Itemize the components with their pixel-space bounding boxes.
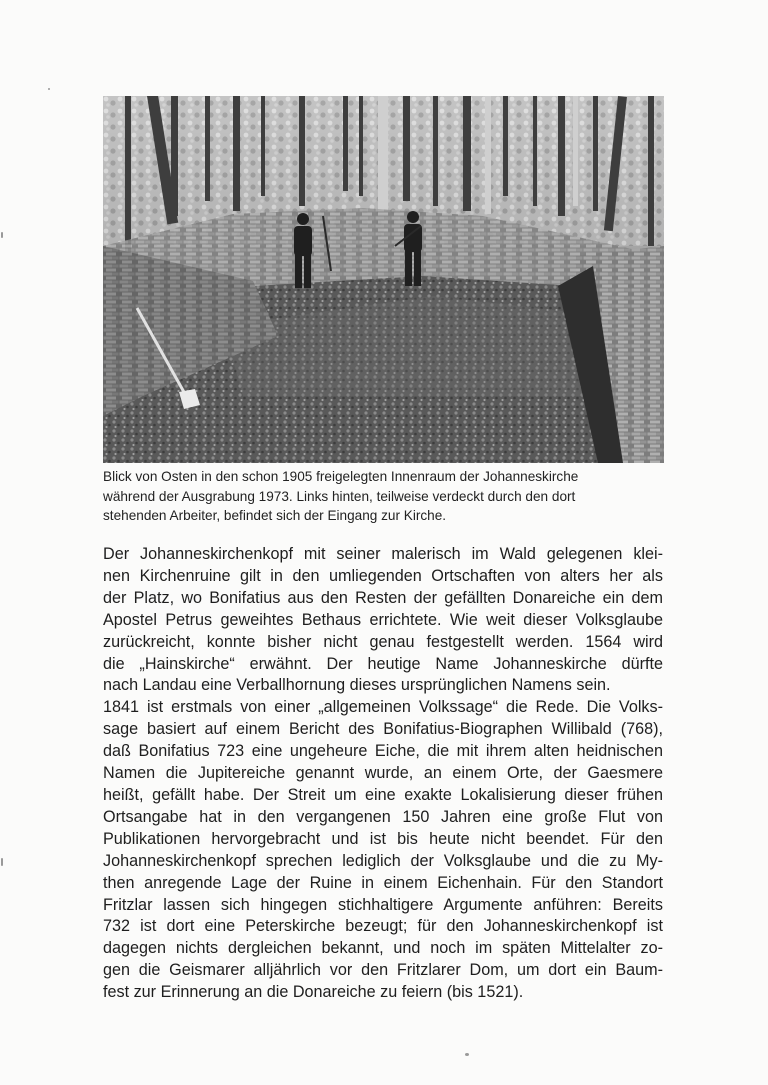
body-line: 1841 ist erstmals von einer „allgemeinen Volkssage“ die Rede. Die Volks- (103, 698, 663, 717)
body-text (103, 544, 663, 1004)
body-line: dagegen nichts dergleichen bekannt, und noch im späten Mittelalter zo- (103, 939, 663, 958)
paper-speck (1, 232, 3, 238)
body-line: Fritzlar lassen sich hingegen stichhaltigere Argumente anführen: Bereits (103, 895, 663, 914)
paper-speck (48, 88, 50, 90)
body-line: Publikationen hervorgebracht und ist bis heute nicht beendet. Für den (103, 829, 663, 848)
body-line: gen die Geismarer alljährlich vor den Fritzlarer Dom, um dort ein Baum- (103, 961, 663, 980)
body-line: Ortsangabe hat in den vergangenen 150 Jahren eine große Flut von (103, 807, 663, 826)
body-line: der Platz, wo Bonifatius aus den Resten der gefällten Donareiche ein dem (103, 588, 663, 607)
caption-line: Blick von Osten in den schon 1905 freigelegten Innenraum der Johanneskirche (103, 469, 579, 484)
paper-speck (1, 858, 3, 866)
excavation-photo (103, 96, 664, 463)
body-line: die „Hainskirche“ erwähnt. Der heutige Name Johanneskirche dürfte (103, 654, 663, 673)
excavation-photo-graphic (103, 96, 664, 463)
body-line: nach Landau eine Verballhornung dieses ursprünglichen Namens sein. (103, 676, 611, 695)
body-line: 732 ist dort eine Peterskirche bezeugt; für den Johanneskirchenkopf ist (103, 917, 663, 936)
body-line: Der Johanneskirchenkopf mit seiner malerisch im Wald gelegenen klei- (103, 545, 663, 563)
body-line: heißt, gefällt habe. Der Streit um eine exakte Lokalisierung dieser frühen (103, 785, 663, 804)
caption-line: während der Ausgrabung 1973. Links hinten, teilweise verdeckt durch den dort (103, 488, 576, 504)
body-line: Apostel Petrus geweihtes Bethaus errichtete. Wie weit dieser Volksglaube (103, 610, 663, 629)
body-line: daß Bonifatius 723 eine ungeheure Eiche, die mit ihrem alten heidnischen (103, 742, 663, 761)
body-line: fest zur Erinnerung an die Donareiche zu feiern (bis 1521). (103, 983, 524, 1002)
body-line: zurückreicht, konnte bisher nicht genau festgestellt werden. 1564 wird (103, 632, 663, 651)
paper-speck (465, 1053, 469, 1056)
body-line: sage basiert auf einem Bericht des Bonifatius-Biographen Willibald (768), (103, 720, 663, 739)
caption-line: stehenden Arbeiter, befindet sich der Eingang zur Kirche. (103, 508, 447, 523)
body-line: then anregende Lage der Ruine in einem Eichenhain. Für den Standort (103, 873, 663, 892)
figure-caption (103, 467, 675, 526)
body-line: Johanneskirchenkopf sprechen lediglich der Volksglaube und die zu My- (103, 851, 663, 870)
body-line: nen Kirchenruine gilt in den umliegenden Ortschaften von alters her als (103, 566, 663, 585)
body-line: Namen die Jupitereiche genannt wurde, an einem Orte, der Gaesmere (103, 764, 663, 783)
